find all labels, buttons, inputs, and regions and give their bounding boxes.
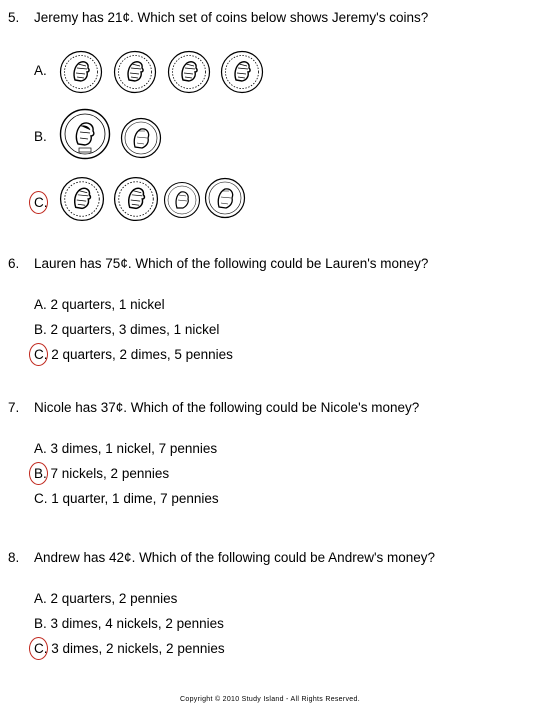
option-text: 2 quarters, 2 pennies [50, 591, 178, 606]
nickel-coin-icon [113, 176, 159, 227]
option-6a[interactable] [34, 296, 165, 314]
option-6c[interactable] [34, 346, 233, 364]
option-letter: A. [34, 297, 47, 312]
option-7a[interactable] [34, 440, 217, 458]
question-text: Lauren has 75¢. Which of the following could be Lauren's money? [34, 256, 429, 271]
penny-coin-icon [204, 177, 246, 224]
option-letter: B. [34, 466, 47, 481]
nickel-coin-icon [167, 50, 211, 99]
question-text: Andrew has 42¢. Which of the following could be Andrew's money? [34, 550, 436, 565]
option-text: 3 dimes, 2 nickels, 2 pennies [51, 641, 225, 656]
nickel-coin-icon [59, 176, 105, 227]
option-letter: C. [34, 641, 48, 656]
option-letter: A. [34, 591, 47, 606]
option-letter: B. [34, 616, 47, 631]
question-number: 5. [8, 10, 20, 25]
option-text: 3 dimes, 4 nickels, 2 pennies [50, 616, 224, 631]
penny-coin-icon [120, 117, 162, 164]
option-letter: C. [34, 195, 48, 210]
answer-circle [29, 462, 48, 485]
question-text: Jeremy has 21¢. Which set of coins below shows Jeremy's coins? [34, 10, 429, 25]
option-text: 1 quarter, 1 dime, 7 pennies [51, 491, 219, 506]
question-number: 7. [8, 400, 20, 415]
option-text: 2 quarters, 1 nickel [50, 297, 165, 312]
option-letter: A. [34, 63, 47, 78]
option-6b[interactable] [34, 321, 219, 339]
option-7b[interactable] [34, 465, 169, 483]
option-letter: C. [34, 491, 48, 506]
dime-coin-icon [163, 181, 201, 224]
option-8b[interactable] [34, 615, 224, 633]
option-text: 3 dimes, 1 nickel, 7 pennies [50, 441, 218, 456]
option-text: 7 nickels, 2 pennies [50, 466, 170, 481]
nickel-coin-icon [59, 50, 103, 99]
question-number: 6. [8, 256, 20, 271]
option-7c[interactable] [34, 490, 219, 508]
option-letter: B. [34, 129, 47, 144]
option-letter: A. [34, 441, 47, 456]
nickel-coin-icon [220, 50, 264, 99]
question-number: 8. [8, 550, 20, 565]
option-8a[interactable] [34, 590, 177, 608]
option-letter: B. [34, 322, 47, 337]
copyright-footer: Copyright © 2010 Study Island - All Rights Reserved. [180, 696, 360, 703]
option-text: 2 quarters, 3 dimes, 1 nickel [50, 322, 220, 337]
answer-circle [29, 343, 48, 366]
question-text: Nicole has 37¢. Which of the following could be Nicole's money? [34, 400, 420, 415]
option-text: 2 quarters, 2 dimes, 5 pennies [51, 347, 233, 362]
nickel-coin-icon [113, 50, 157, 99]
option-letter: C. [34, 347, 48, 362]
answer-circle [29, 637, 48, 660]
quarter-coin-icon [59, 108, 111, 165]
option-8c[interactable] [34, 640, 225, 658]
